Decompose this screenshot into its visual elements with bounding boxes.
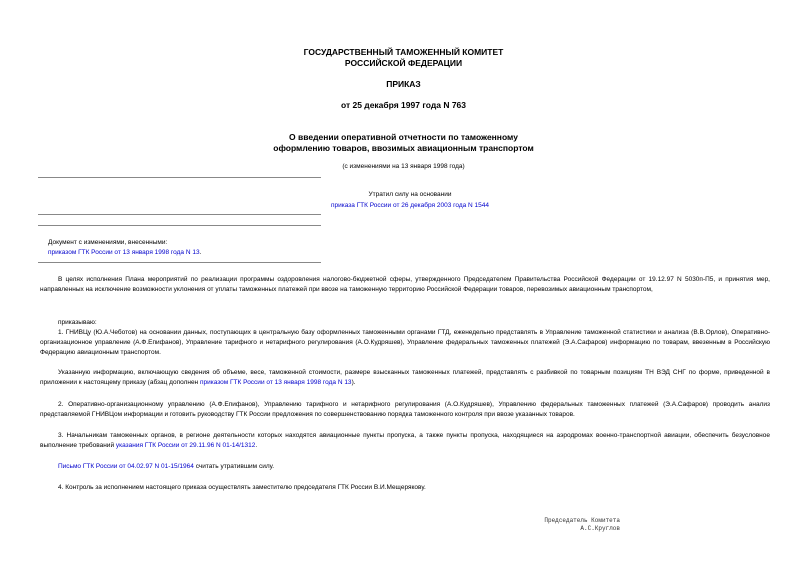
divider [38, 214, 321, 215]
divider [38, 177, 321, 178]
paragraph-3-tail: . [255, 442, 258, 449]
org-name-line1: ГОСУДАРСТВЕННЫЙ ТАМОЖЕННЫЙ КОМИТЕТ [303, 47, 504, 57]
signature-name: А.С.Круглов [580, 525, 620, 532]
expired-order-link[interactable]: приказа ГТК России от 26 декабря 2003 года N 1544 [330, 202, 490, 209]
doc-type: ПРИКАЗ [386, 79, 421, 89]
paragraph-1b-text: Указанную информацию, включающую сведения об объеме, весе, таможенной стоимости, размере взысканных таможенных платежей, представлять с разбивкой по товарным позициям ТН ВЭД СНГ по форме, приведенной в приложении к настоящему приказу (абзац дополнен [40, 369, 770, 386]
paragraph-4: 4. Контроль за исполнением настоящего приказа осуществлять заместителю председателя ГТК России В.И.Мещерякову. [58, 484, 426, 491]
doc-date: от 25 декабря 1997 года N 763 [340, 100, 467, 110]
doc-title-line2: оформлению товаров, ввозимых авиационным транспортом [273, 143, 534, 153]
divider [38, 262, 321, 263]
divider [38, 225, 321, 226]
paragraph-1b [40, 368, 770, 388]
amendment-link[interactable]: приказом ГТК России от 13 января 1998 года N 13 [199, 379, 352, 386]
paragraph-1: 1. ГНИВЦу (Ю.А.Чеботов) на основании данных, поступающих в центральную базу оформленных таможенными органами ГТД, еженедельно представлять в Управление таможенной статистики и анализа (В.В.Орлов), Оперативно-организационное управление (А.Ф.Епифанов), Управление тарифного и нетарифного регулирования (А.О.Кудряшев), Управление федеральных таможенных платежей (Э.А.Сафаров) информацию по товарам, ввезенным в Российскую Федерацию авиационным транспортом. [40, 329, 770, 356]
expired-link-wrap [260, 201, 560, 210]
paragraph-3 [40, 431, 770, 451]
amended-tail: . [199, 249, 202, 256]
paragraph-3b [40, 462, 770, 472]
paragraph-1b-tail: ). [351, 379, 356, 386]
amended-order-link[interactable]: приказом ГТК России от 13 января 1998 года N 13 [48, 249, 200, 256]
doc-title-line1: О введении оперативной отчетности по таможенному [289, 132, 518, 142]
amended-intro: Документ с изменениями, внесенными: [48, 239, 168, 246]
paragraph-3-text: 3. Начальникам таможенных органов, в регионе деятельности которых находятся авиационные пункты пропуска, а также пункты пропуска, находящиеся на аэродромах военно-транспортной авиации, обеспечить безусловное выполнение требований [40, 432, 770, 449]
paragraph-3b-tail: считать утратившим силу. [193, 463, 275, 470]
order-word: приказываю: [58, 319, 97, 326]
amended-link-line [48, 248, 348, 257]
expired-text: Утратил силу на основании [368, 191, 452, 198]
amendments-note: (с изменениями на 13 января 1998 года) [342, 163, 465, 170]
paragraph-2: 2. Оперативно-организационному управлению (А.Ф.Епифанов), Управлению тарифного и нетарифного регулирования (А.О.Кудряшев), Управлению федеральных таможенных платежей (Э.А.Сафаров) проводить анализ представляемой ГНИВЦом информации и готовить руководству ГТК России предложения по совершенствованию порядка таможенного контроля при ввозе указанных товаров. [40, 401, 770, 418]
org-name-line2: РОССИЙСКОЙ ФЕДЕРАЦИИ [344, 58, 463, 68]
signature-position: Председатель Комитета [544, 517, 620, 524]
instruction-link[interactable]: указания ГТК России от 29.11.96 N 01-14/1312 [115, 442, 256, 449]
letter-link[interactable]: Письмо ГТК России от 04.02.97 N 01-15/1964 [58, 463, 194, 470]
preamble-paragraph: В целях исполнения Плана мероприятий по реализации программы оздоровления налогово-бюджетной сферы, утвержденного Председателем Правительства Российской Федерации от 19.12.97 N 5030п-П5, и принятия мер, направленных на исключение возможности уклонения от уплаты таможенных платежей при ввозе на таможенную территорию Российской Федерации товаров, перевозимых авиационным транспортом, [40, 276, 770, 293]
